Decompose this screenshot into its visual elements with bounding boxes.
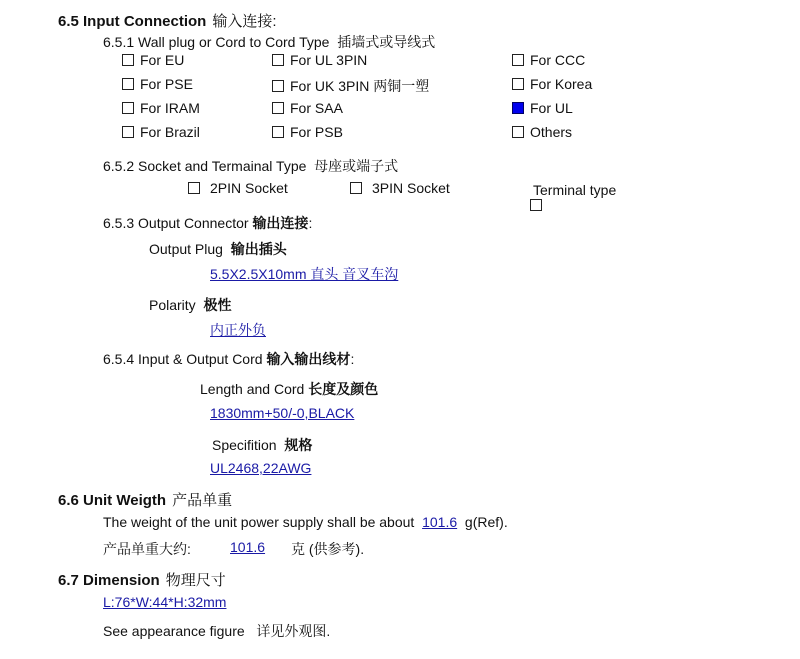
checkbox-for-uk-3pin[interactable] — [272, 80, 284, 92]
output-plug-label: Output Plug 输出插头 — [149, 241, 287, 257]
section-6-5-title: 6.5 Input Connection 输入连接: — [58, 13, 277, 30]
checkbox-for-pse[interactable] — [122, 78, 134, 90]
checkbox-for-iram[interactable] — [122, 102, 134, 114]
checkbox-others[interactable] — [512, 126, 524, 138]
checkbox-for-ccc[interactable] — [512, 54, 524, 66]
output-plug-value[interactable]: 5.5X2.5X10mm 直头 音叉车沟 — [210, 266, 399, 282]
terminal-type-label: Terminal type — [533, 182, 617, 198]
section-6-6-title: 6.6 Unit Weigth 产品单重 — [58, 492, 233, 509]
option-for-psb[interactable]: For PSB — [272, 124, 343, 140]
option-for-pse[interactable]: For PSE — [122, 76, 193, 92]
checkbox-for-brazil[interactable] — [122, 126, 134, 138]
checkbox-for-saa[interactable] — [272, 102, 284, 114]
checkbox-for-psb[interactable] — [272, 126, 284, 138]
checkbox-for-eu[interactable] — [122, 54, 134, 66]
weight-sentence-cn-suffix: 克 (供参考). — [291, 541, 365, 557]
option-for-eu[interactable]: For EU — [122, 52, 184, 68]
option-2pin-socket[interactable]: 2PIN Socket — [188, 180, 288, 196]
polarity-value[interactable]: 内正外负 — [210, 322, 266, 338]
subsection-6-5-3-label: 6.5.3 Output Connector 输出连接: — [103, 215, 313, 231]
checkbox-3pin-socket[interactable] — [350, 182, 362, 194]
option-for-ul-3pin[interactable]: For UL 3PIN — [272, 52, 367, 68]
option-others[interactable]: Others — [512, 124, 572, 140]
option-for-korea[interactable]: For Korea — [512, 76, 592, 92]
option-for-ul[interactable]: For UL — [512, 100, 573, 116]
specification-value[interactable]: UL2468,22AWG — [210, 460, 312, 476]
weight-sentence: The weight of the unit power supply shall be about 101.6 g(Ref). — [103, 514, 508, 530]
section-6-7-title: 6.7 Dimension 物理尺寸 — [58, 572, 226, 589]
appearance-note: See appearance figure 详见外观图. — [103, 623, 331, 639]
length-and-cord-value[interactable]: 1830mm+50/-0,BLACK — [210, 405, 355, 421]
specification-label: Specifition 规格 — [212, 437, 313, 453]
subsection-6-5-4-label: 6.5.4 Input & Output Cord 输入输出线材: — [103, 351, 355, 367]
length-and-cord-label: Length and Cord 长度及颜色 — [200, 381, 379, 397]
option-for-ccc[interactable]: For CCC — [512, 52, 585, 68]
polarity-label: Polarity 极性 — [149, 297, 232, 313]
option-for-brazil[interactable]: For Brazil — [122, 124, 200, 140]
checkbox-2pin-socket[interactable] — [188, 182, 200, 194]
dimension-value[interactable]: L:76*W:44*H:32mm — [103, 594, 227, 610]
option-for-iram[interactable]: For IRAM — [122, 100, 200, 116]
option-3pin-socket[interactable]: 3PIN Socket — [350, 180, 450, 196]
checkbox-terminal-type[interactable] — [530, 199, 542, 211]
option-for-saa[interactable]: For SAA — [272, 100, 343, 116]
subsection-6-5-1-label: 6.5.1 Wall plug or Cord to Cord Type 插墙式或导线式 — [103, 34, 436, 50]
checkbox-for-ul-3pin[interactable] — [272, 54, 284, 66]
weight-value-cn-link[interactable]: 101.6 — [230, 539, 266, 555]
weight-value-link[interactable]: 101.6 — [422, 514, 458, 530]
weight-sentence-cn-label: 产品单重大约: — [103, 541, 191, 557]
subsection-6-5-2-label: 6.5.2 Socket and Termainal Type 母座或端子式 — [103, 158, 399, 174]
checkbox-for-korea[interactable] — [512, 78, 524, 90]
option-for-uk-3pin[interactable]: For UK 3PIN 两铜一塑 — [272, 76, 429, 96]
checkbox-for-ul[interactable] — [512, 102, 524, 114]
